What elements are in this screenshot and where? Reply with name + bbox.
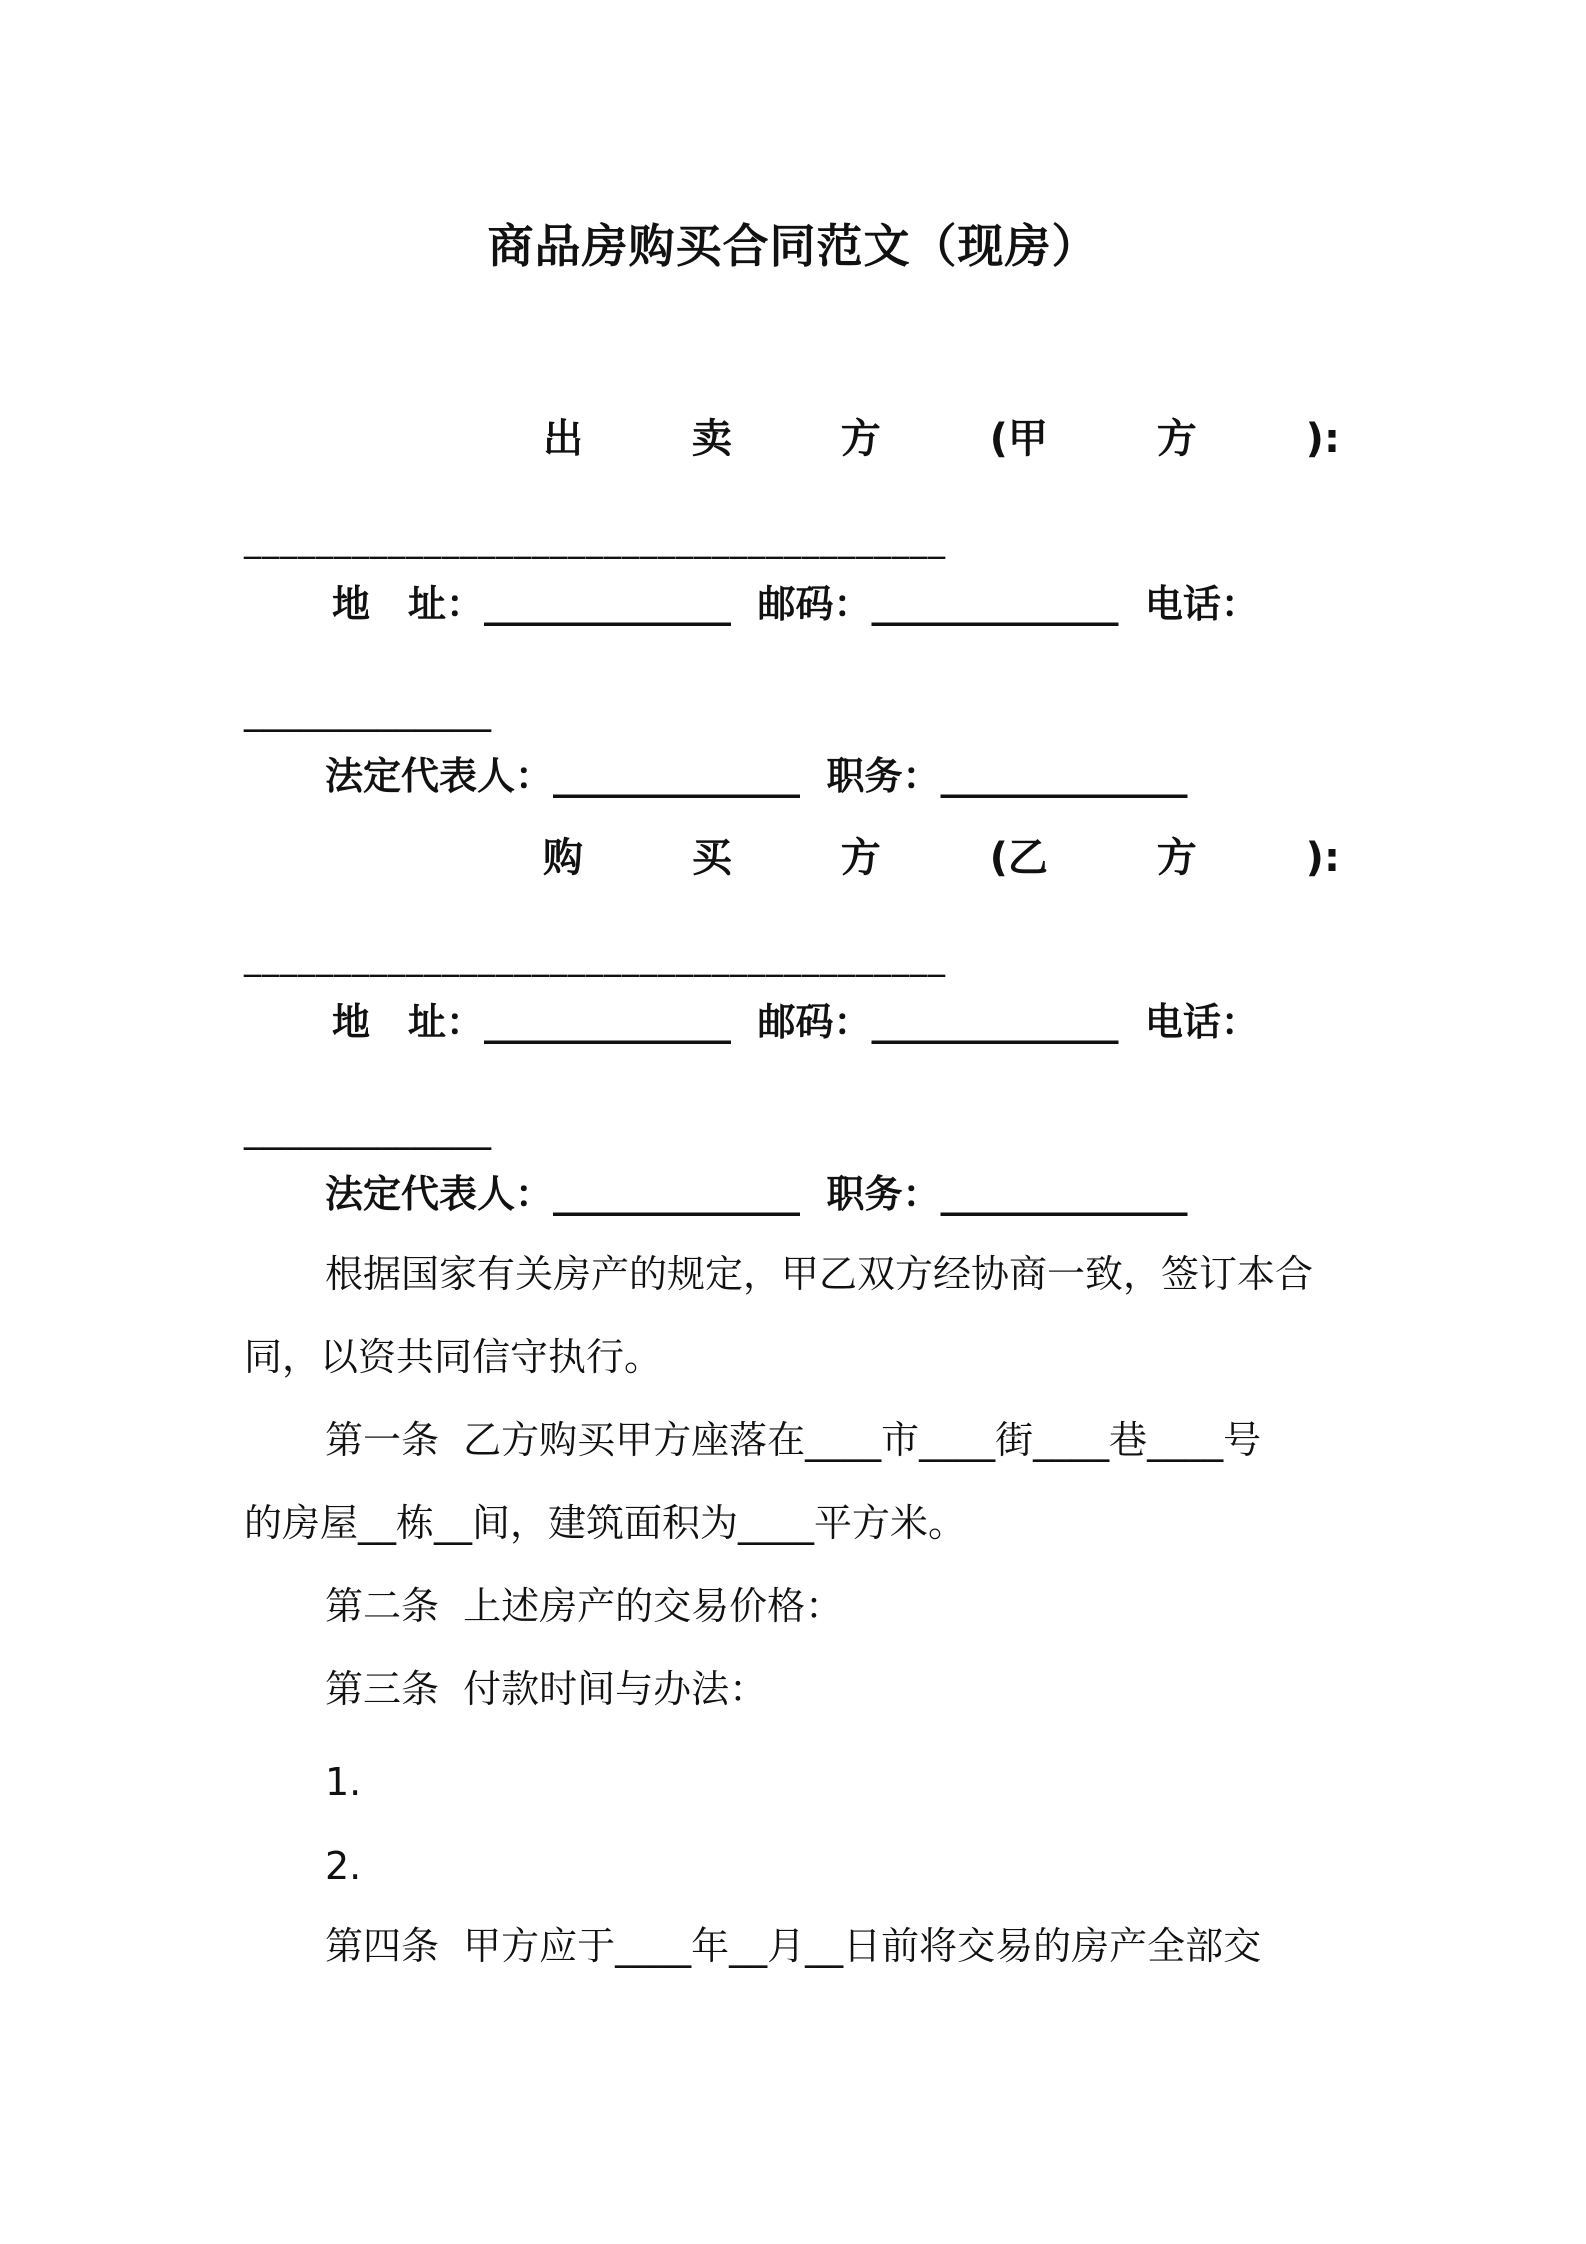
article-3-item-2: 2. (325, 1844, 362, 1888)
article-4-line-1: 第四条 甲方应于____年__月__日前将交易的房产全部交 (325, 1924, 1262, 1968)
seller-heading-char: 出 (543, 416, 583, 462)
buyer-name-blank: _______________________________________ (244, 938, 946, 978)
buyer-phone-blank: _____________ (244, 1106, 491, 1150)
buyer-heading-char: (乙 (989, 835, 1048, 881)
intro-paragraph-line-2: 同，以资共同信守执行。 (244, 1335, 663, 1379)
buyer-contact-line: 地 址：_____________ 邮码：_____________ 电话： (332, 1000, 1259, 1044)
seller-contact-line: 地 址：_____________ 邮码：_____________ 电话： (332, 582, 1259, 626)
buyer-heading-char: 购 (543, 835, 583, 881)
seller-heading-char: ): (1305, 416, 1340, 462)
seller-heading-char: (甲 (989, 416, 1048, 462)
seller-heading (543, 415, 1340, 463)
seller-heading-char: 方 (840, 416, 881, 462)
seller-heading-char: 方 (1156, 416, 1197, 462)
article-2: 第二条 上述房产的交易价格： (325, 1584, 844, 1628)
seller-representative-line: 法定代表人：_____________ 职务：_____________ (325, 754, 1188, 798)
article-1-line-2: 的房屋__栋__间，建筑面积为____平方米。 (244, 1501, 967, 1545)
buyer-heading (543, 834, 1340, 882)
article-1-line-1: 第一条 乙方购买甲方座落在____市____街____巷____号 (325, 1418, 1262, 1462)
document-title: 商品房购买合同范文（现房） (487, 219, 1099, 273)
buyer-representative-line: 法定代表人：_____________ 职务：_____________ (325, 1172, 1188, 1216)
seller-phone-blank: _____________ (244, 688, 491, 732)
buyer-heading-char: 买 (691, 835, 732, 881)
intro-paragraph-line-1: 根据国家有关房产的规定，甲乙双方经协商一致，签订本合 (325, 1252, 1314, 1296)
seller-heading-char: 卖 (691, 416, 732, 462)
buyer-heading-char: 方 (1156, 835, 1197, 881)
seller-name-blank: _______________________________________ (244, 520, 946, 560)
buyer-heading-char: ): (1305, 835, 1340, 881)
buyer-heading-char: 方 (840, 835, 881, 881)
article-3: 第三条 付款时间与办法： (325, 1667, 768, 1711)
article-3-item-1: 1. (325, 1760, 362, 1804)
